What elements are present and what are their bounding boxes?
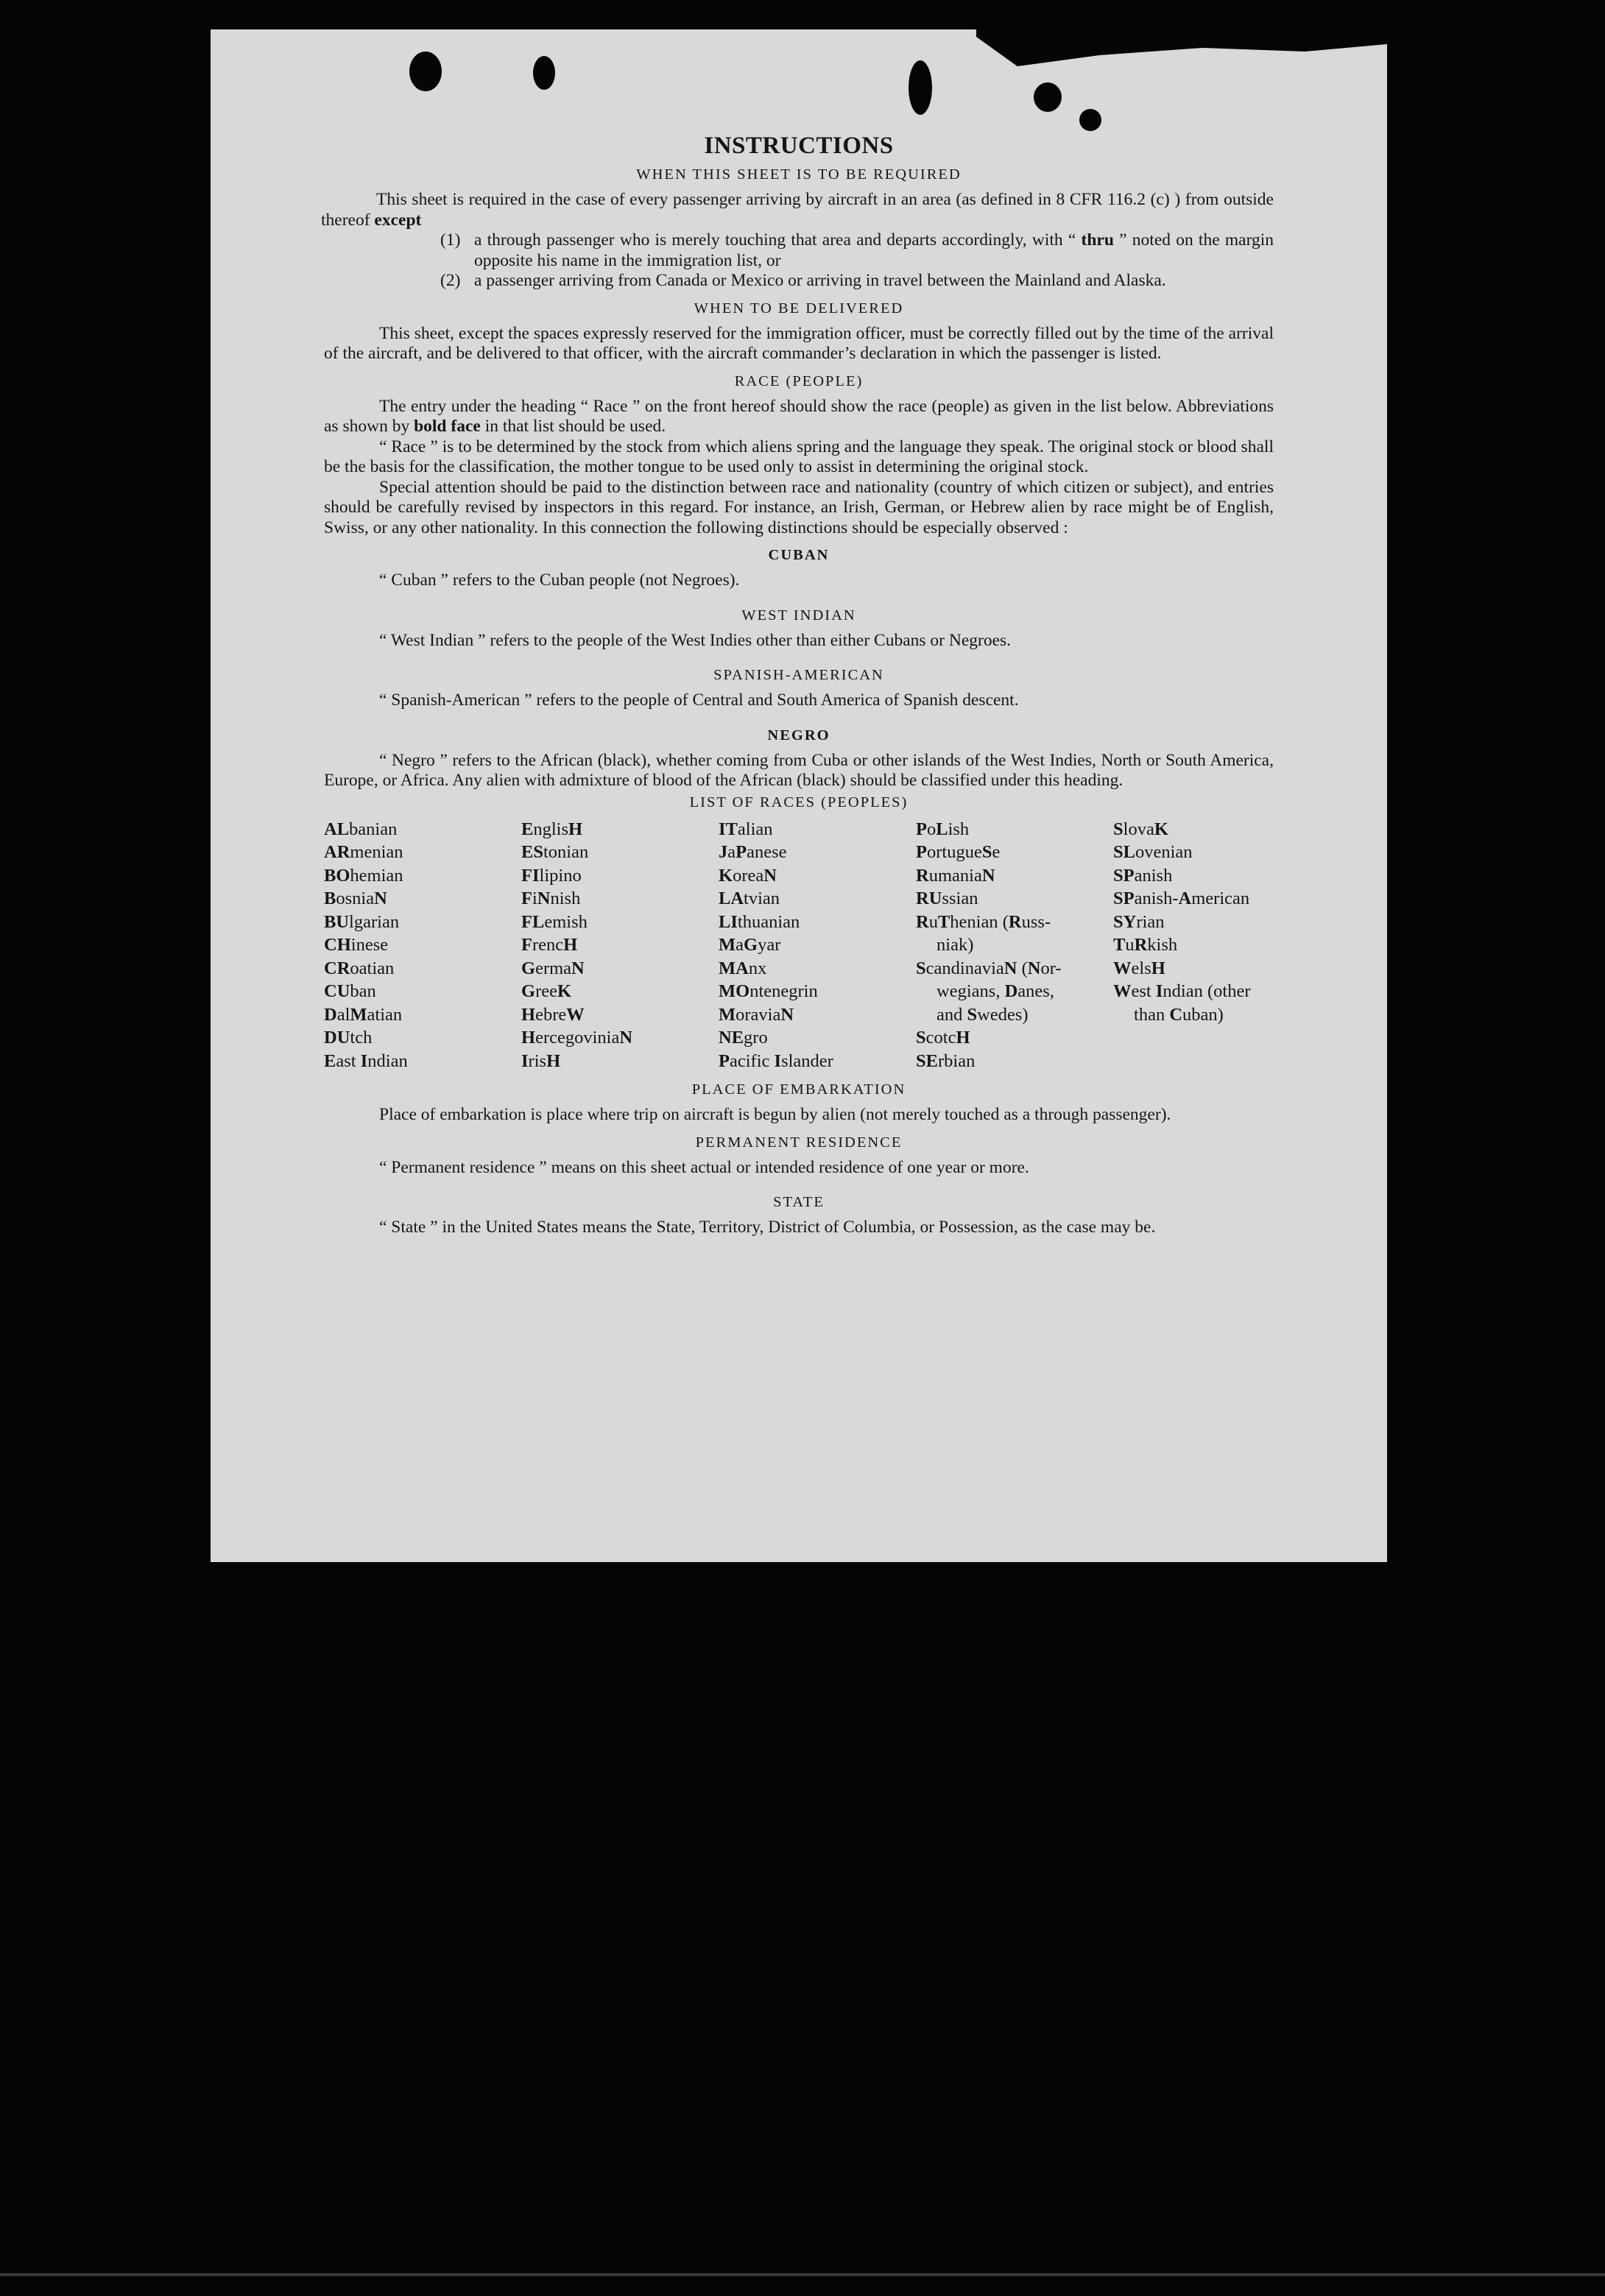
list-item: East Indian: [324, 1050, 408, 1071]
section-heading-when-delivered: WHEN TO BE DELIVERED: [694, 300, 904, 317]
list-item: SYrian: [1113, 911, 1165, 932]
list-item: SPanish-American: [1113, 889, 1250, 908]
section-heading-list-of-races: LIST OF RACES (PEOPLES): [689, 794, 909, 810]
west-indian-text: “ West Indian ” refers to the people of the West Indies other than either Cubans or Negroes.: [379, 630, 1012, 650]
section-heading-race: RACE (PEOPLE): [734, 372, 864, 389]
list-item: HercegoviniaN: [521, 1028, 633, 1048]
punch-hole: [909, 60, 932, 115]
list-item: RumaniaN: [916, 865, 995, 886]
when-delivered-text: This sheet, except the spaces expressly reserved for the immigration officer, must be correctly filled out by the time of the arrival of the aircraft, and be delivered to that officer, with the aircraft commander’s declaration in which the passenger is listed.: [324, 323, 1274, 363]
list-item: EStonian: [521, 842, 589, 862]
permanent-residence-text: “ Permanent residence ” means on this sheet actual or intended residence of one year or more.: [379, 1157, 1029, 1177]
section-heading-west-indian: WEST INDIAN: [741, 607, 856, 624]
list-item: PortugueSe: [916, 842, 1001, 862]
section-heading-permanent-residence: PERMANENT RESIDENCE: [695, 1134, 903, 1151]
list-item: SErbian: [916, 1050, 976, 1071]
punch-hole: [1034, 82, 1062, 112]
list-item: SPanish: [1113, 865, 1173, 886]
instruction-sheet: [211, 29, 1387, 1562]
race-paragraph-1: The entry under the heading “ Race ” on the front hereof should show the race (people) as given in the list below. Abbreviations as shown by bold face in that list should be used.: [324, 396, 1274, 436]
race-paragraph-3: Special attention should be paid to the distinction between race and nationality (country of which citizen or subject), and entries should be carefully revised by inspectors in this regard. For instance, an Irish, German, or Hebrew alien by race might be of English, Swiss, or any other nationality. In this connection the following distinctions should be especially observed :: [324, 477, 1274, 537]
list-item: MoraviaN: [719, 1004, 794, 1025]
list-item: (1) a through passenger who is merely touching that area and departs accordingly, with “ thru ” noted on the margin opposite his name in the immigration list, or: [440, 230, 1274, 270]
list-item: LAtvian: [719, 889, 780, 908]
cuban-text: “ Cuban ” refers to the Cuban people (not Negroes).: [379, 571, 740, 590]
list-item: GermaN: [521, 958, 585, 978]
list-item: FLemish: [521, 911, 588, 932]
list-item: TuRkish: [1113, 935, 1178, 955]
list-item: BOhemian: [324, 865, 403, 886]
list-item: GreeK: [521, 981, 572, 1001]
section-heading-embarkation: PLACE OF EMBARKATION: [691, 1081, 906, 1098]
list-item: JaPanese: [719, 842, 787, 862]
page-title: INSTRUCTIONS: [704, 133, 894, 159]
list-item: CRoatian: [324, 958, 395, 978]
section-heading-cuban: CUBAN: [768, 547, 830, 563]
list-item: FiNnish: [521, 889, 581, 908]
list-item: ScandinaviaN (Nor-: [916, 958, 1062, 978]
instructions-content: [321, 131, 1274, 1238]
section-heading-when-required: WHEN THIS SHEET IS TO BE REQUIRED: [636, 166, 962, 183]
list-item: BosniaN: [324, 889, 387, 908]
list-item: ALbanian: [324, 819, 398, 839]
list-item: HebreW: [521, 1004, 585, 1025]
list-item: IrisH: [521, 1050, 561, 1071]
when-required-intro: This sheet is required in the case of every passenger arriving by aircraft in an area (as defined in 8 CFR 116.2 (c) ) from outside thereof except: [321, 190, 1274, 230]
list-item: EnglisH: [521, 819, 583, 839]
races-list: [324, 818, 1274, 1073]
list-item: MaGyar: [719, 935, 781, 955]
list-item: WelsH: [1113, 958, 1165, 978]
list-item: RuThenian (Russ-: [916, 911, 1051, 932]
list-item: and Swedes): [936, 1004, 1029, 1025]
list-item: DalMatian: [324, 1004, 403, 1025]
punch-hole: [533, 56, 555, 90]
list-item: FrencH: [521, 935, 578, 955]
section-heading-state: STATE: [773, 1194, 825, 1210]
list-item: ARmenian: [324, 842, 403, 862]
list-item: ScotcH: [916, 1028, 970, 1048]
list-item: (2) a passenger arriving from Canada or Mexico or arriving in travel between the Mainland and Alaska.: [440, 271, 1166, 290]
list-item: BUlgarian: [324, 911, 400, 932]
races-column: [1113, 818, 1275, 1073]
list-item: LIthuanian: [719, 911, 800, 932]
races-column: [521, 818, 719, 1073]
list-item: MAnx: [719, 958, 767, 978]
negro-text: “ Negro ” refers to the African (black), whether coming from Cuba or other islands of the West Indies, North or South America, Europe, or Africa. Any alien with admixture of blood of the African (black) should be classified under this heading.: [324, 750, 1274, 790]
list-item: SlovaK: [1113, 819, 1168, 839]
film-edge-line: [0, 2273, 1605, 2276]
spanish-american-text: “ Spanish-American ” refers to the people of Central and South America of Spanish descent.: [379, 690, 1019, 710]
list-item: CHinese: [324, 935, 389, 955]
list-item: Pacific Islander: [719, 1050, 833, 1071]
section-heading-negro: NEGRO: [767, 727, 830, 743]
list-item: DUtch: [324, 1028, 373, 1048]
list-item: PoLish: [916, 819, 970, 839]
list-item: NEgro: [719, 1028, 768, 1048]
list-item: ITalian: [719, 819, 773, 839]
punch-hole: [1079, 109, 1101, 131]
races-column: [719, 818, 916, 1073]
list-item: SLovenian: [1113, 842, 1193, 862]
list-item: niak): [936, 935, 974, 955]
races-column: [324, 818, 521, 1073]
list-item: than Cuban): [1134, 1004, 1224, 1025]
races-column: [916, 818, 1113, 1073]
list-item: KoreaN: [719, 865, 777, 886]
punch-hole: [409, 52, 442, 91]
embarkation-text: Place of embarkation is place where trip on aircraft is begun by alien (not merely touched as a through passenger).: [379, 1105, 1171, 1124]
paper-tear: [976, 29, 1387, 66]
race-paragraph-2: “ Race ” is to be determined by the stock from which aliens spring and the language they speak. The original stock or blood shall be the basis for the classification, the mother tongue to be used only to assist in determining the original stock.: [324, 437, 1274, 476]
list-item: wegians, Danes,: [936, 981, 1054, 1001]
list-item: West Indian (other: [1113, 981, 1251, 1001]
state-text: “ State ” in the United States means the State, Territory, District of Columbia, or Possession, as the case may be.: [379, 1218, 1156, 1237]
section-heading-spanish-american: SPANISH-AMERICAN: [713, 667, 884, 683]
list-item: FIlipino: [521, 865, 582, 886]
list-item: RUssian: [916, 889, 978, 908]
list-item: MOntenegrin: [719, 981, 818, 1001]
list-item: CUban: [324, 981, 376, 1001]
